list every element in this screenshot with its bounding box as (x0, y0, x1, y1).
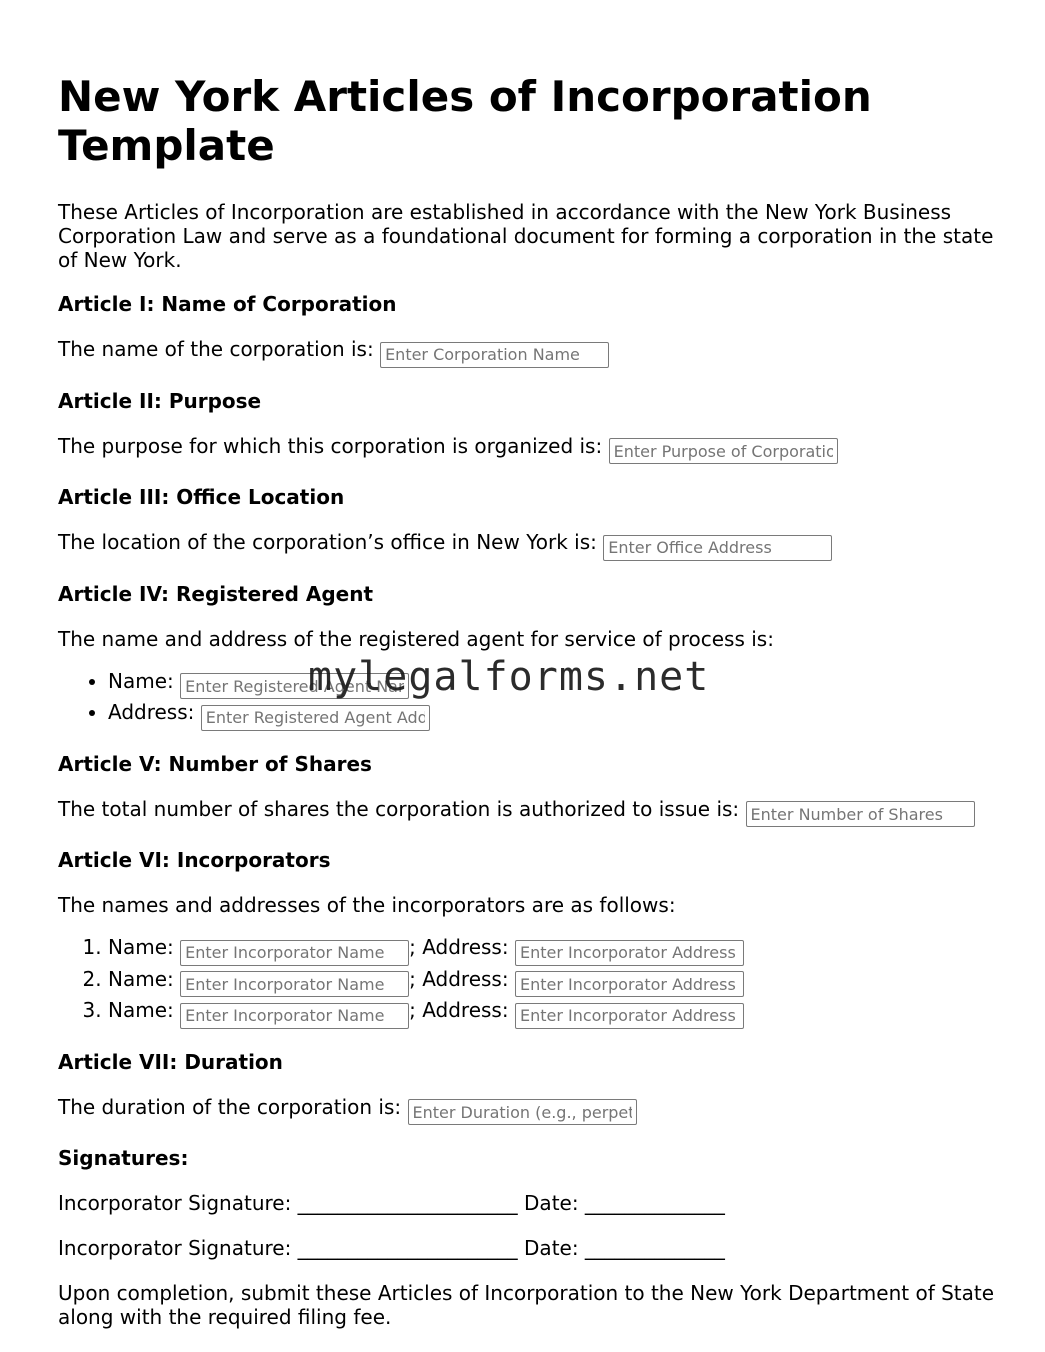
article-1-line (58, 337, 998, 368)
watermark: mylegalforms.net (308, 654, 710, 700)
incorporator-1-name-input[interactable] (180, 940, 409, 966)
article-2-line (58, 434, 998, 465)
incorporator-2-address-input[interactable] (515, 971, 744, 997)
article-1-text: The name of the corporation is: (58, 337, 374, 361)
incorporator-1-address-input[interactable] (515, 940, 744, 966)
incorporator-address-label: ; Address: (409, 998, 509, 1022)
list-item (108, 934, 998, 966)
incorporator-name-label: Name: (108, 966, 174, 991)
incorporator-name-label: Name: (108, 998, 174, 1022)
corporation-name-input[interactable] (380, 342, 609, 368)
article-5-heading: Article V: Number of Shares (58, 751, 372, 776)
number-of-shares-input[interactable] (746, 801, 975, 827)
agent-address-label: Address: (108, 700, 195, 724)
closing-paragraph: Upon completion, submit these Articles of Incorporation to the New York Department of State along with the required filing fee. (58, 1281, 995, 1329)
article-7-heading: Article VII: Duration (58, 1049, 283, 1074)
incorporator-3-name-input[interactable] (180, 1003, 409, 1029)
document-page (58, 72, 998, 1329)
article-5-text: The total number of shares the corporation is authorized to issue is: (58, 796, 740, 821)
incorporator-address-label: ; Address: (409, 935, 509, 959)
article-6-line (58, 893, 998, 917)
signatures-heading: Signatures: (58, 1146, 189, 1170)
signature-line-1: Incorporator Signature: ______________________ Date: ______________ (58, 1191, 725, 1215)
article-3-heading: Article III: Office Location (58, 485, 345, 509)
article-2-heading: Article II: Purpose (58, 388, 262, 413)
signature-line-2: Incorporator Signature: ______________________ Date: ______________ (58, 1236, 725, 1260)
article-3-text: The location of the corporation’s office in New York is: (58, 530, 597, 554)
incorporators-list (58, 934, 998, 1029)
article-1-heading: Article I: Name of Corporation (58, 292, 397, 316)
page-title: New York Articles of Incorporation Template (58, 72, 872, 170)
purpose-input[interactable] (609, 438, 838, 464)
list-item (108, 997, 998, 1029)
agent-name-label: Name: (108, 668, 174, 693)
incorporator-3-address-input[interactable] (515, 1003, 744, 1029)
list-item (108, 668, 998, 700)
article-7-text: The duration of the corporation is: (58, 1094, 402, 1119)
incorporator-name-label: Name: (108, 935, 174, 959)
intro-paragraph: These Articles of Incorporation are established in accordance with the New York Business Corporation Law and serve as a foundational document for forming a corporation in the state of New York. (58, 200, 994, 272)
registered-agent-list (58, 668, 998, 731)
incorporator-2-name-input[interactable] (180, 971, 409, 997)
office-address-input[interactable] (603, 535, 832, 561)
article-4-text: The name and address of the registered agent for service of process is: (58, 626, 774, 651)
article-6-heading: Article VI: Incorporators (58, 848, 331, 872)
list-item (108, 966, 998, 998)
incorporator-address-label: ; Address: (409, 966, 509, 991)
article-3-line (58, 530, 998, 561)
list-item (108, 699, 998, 731)
article-4-line (58, 627, 998, 651)
agent-address-input[interactable] (201, 705, 430, 731)
article-4-heading: Article IV: Registered Agent (58, 581, 374, 606)
article-2-text: The purpose for which this corporation is organized is: (58, 433, 603, 458)
article-6-text: The names and addresses of the incorporators are as follows: (58, 893, 676, 917)
article-7-line (58, 1095, 998, 1126)
article-5-line (58, 797, 998, 828)
agent-name-input[interactable] (180, 673, 409, 699)
duration-input[interactable] (408, 1099, 637, 1125)
